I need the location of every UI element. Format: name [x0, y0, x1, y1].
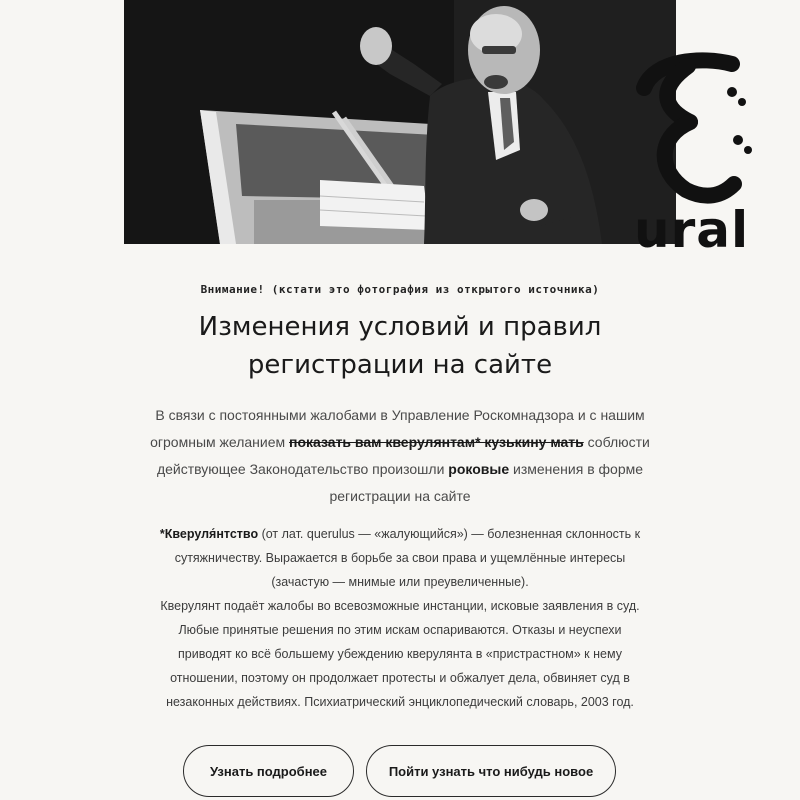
title-line-1: Изменения условий и правил: [198, 312, 602, 342]
intro-text-2: соблюсти действующее Законодательство произошли: [156, 434, 650, 477]
definition-text-1: (от лат. querulus — «жалующийся») — болезненная склонность к сутяжничеству. Выражается в борьбе за свои права и ущемлённые интересы (зачастую — мнимые или преувеличенные).: [174, 527, 641, 589]
intro-bold: роковые: [448, 461, 510, 477]
intro-text-3: изменения в форме регистрации на сайте: [329, 461, 644, 504]
definition-term: *Кверуля́нтство: [159, 527, 259, 541]
ural-logo: [628, 44, 788, 264]
notice-text: Внимание! (кстати это фотография из открытого источника): [200, 283, 600, 296]
intro-strikethrough: показать вам кверулянтам* кузькину мать: [289, 434, 584, 450]
intro-paragraph: [140, 402, 660, 510]
hero-photo: [124, 0, 676, 244]
intro-text-1: В связи с постоянными жалобами в Управление Роскомнадзора и с нашим огромным желанием: [150, 407, 645, 450]
logo-word: ural: [634, 201, 750, 259]
learn-more-button[interactable]: Узнать подробнее: [183, 745, 354, 797]
definition-paragraph: [150, 522, 650, 714]
definition-text-2: Кверулянт подаёт жалобы во всевозможные инстанции, исковые заявления в суд. Любые принятые решения по этим искам оспариваются. Отказы и неуспехи приводят ко всё большему убеждению кверулянта в «пристрастном» к нему отношении, поэтому он продолжает протесты и обжалует дела, обвиняет суд в незаконных действиях. Психиатрический энциклопедический словарь, 2003 год.: [160, 599, 640, 709]
title-line-2: регистрации на сайте: [247, 350, 553, 380]
learn-new-button[interactable]: Пойти узнать что нибудь новое: [366, 745, 616, 797]
page-title: [120, 308, 680, 384]
